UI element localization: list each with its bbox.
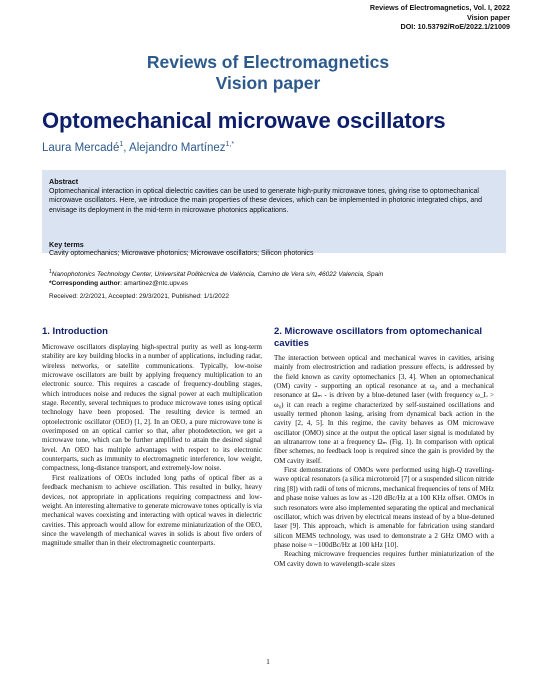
- banner-paper-type: Vision paper: [215, 73, 321, 93]
- author-affil-1: 1: [119, 141, 124, 148]
- right-column: [274, 354, 494, 569]
- publication-dates: Received: 2/2/2021, Accepted: 29/3/2021, Published: 1/1/2022: [49, 293, 229, 300]
- section-1-paragraph-1: Microwave oscillators displaying high-spectral purity as well as long-term stability are key building blocks in a number of applications, including radar, wireless networks, or satellite communications. Typically, low-noise microwave oscillators are built by applying frequency multiplication to an electronic source. This requires a cascade of frequency-doubling stages, which introduces noise and reduces the signal power at each multiplication stage. Recently, several techniques to produce microwave tones using optical technology have been proposed. The resulting device is termed an optoelectronic oscillator (OEO) [1, 2]. In an OEO, a pure microwave tone is overimposed on an optical carrier so that, after photodetection, we get a microwave tone, which can be further amplified to attain the desired signal level. An OEO has multiple advantages with respect to its electronic counterparts, such as immunity to electromagnetic interference, low weight, compactness, long-distance transport, and extremely-low noise.: [42, 343, 262, 473]
- corresponding-label: *Corresponding author: [49, 280, 121, 288]
- author-affil-2: 1,*: [225, 141, 235, 148]
- corresponding-email: : amartinez@ntc.upv.es: [120, 280, 189, 288]
- author-list: [42, 141, 234, 154]
- journal-banner: [0, 52, 536, 94]
- affiliation-block: [49, 268, 383, 288]
- section-2-paragraph-1: The interaction between optical and mechanical waves in cavities, arising mainly from electrostriction and radiation pressure effects, is addressed by the field known as cavity optomechanics [3, 4]. When an optomechanical (OM) cavity - supporting an optical resonance at ω₀ and a mechanical resonance at Ωₘ - is driven by a blue-detuned laser (with frequency ω_L > ω₀) it can reach a regime characterized by self-sustained oscillations and usually termed phonon lasing, arising from dynamical back action in the cavity [2, 4, 5]. In this regime, the cavity behaves as OM microwave oscillator (OMO) since at the output the optical laser signal is modulated by an ultranarrow tone at a frequency Ωₘ (Fig. 1). In comparison with optical fiber schemes, no feedback loop is required since the gain is provided by the OM cavity itself.: [274, 354, 494, 465]
- header-journal: Reviews of Electromagnetics, Vol. I, 2022: [369, 3, 510, 12]
- header-type: Vision paper: [466, 12, 510, 22]
- author-name-1: Laura Mercadé: [42, 141, 120, 154]
- abstract-heading: Abstract: [49, 177, 79, 186]
- banner-journal-name: Reviews of Electromagnetics: [146, 52, 390, 72]
- section-2-heading: 2. Microwave oscillators from optomechanical cavities: [274, 326, 483, 349]
- section-1-paragraph-2: First realizations of OEOs included long paths of optical fiber as a feedback mechanism to achieve oscillation. This resulted in bulky, heavy devices, not appropriate in applications requiring compactness and low-weight. An interesting alternative to generate microwave tones optically is via mechanical waves coexisting and interacting with optical waves in dielectric cavities. This approach would allow for extreme miniaturization of the OEO, since the wavelength of mechanical waves in solids is about five orders of magnitude smaller than in their electromagnetic counterparts.: [42, 473, 262, 548]
- section-2-paragraph-3: Reaching microwave frequencies requires further miniaturization of the OM cavity down to wavelength-scale sizes: [274, 550, 494, 568]
- affiliation-marker: 1: [49, 269, 52, 275]
- paper-title: Optomechanical microwave oscillators: [42, 108, 446, 133]
- running-header: [370, 3, 510, 32]
- affiliation-text: Nanophotonics Technology Center, Universitat Politècnica de València, Camino de Vera s/n, 46022 Valencia, Spain: [51, 271, 384, 279]
- page-number: 1: [266, 657, 270, 666]
- section-2-paragraph-2: First demonstrations of OMOs were performed using high-Q travelling-wave optical resonators (a silica microtoroid [7] or a suspended silicon nitride ring [8]) with radii of tens of microns, mechanical frequencies of tens of MHz and phase noise values as low as -120 dBc/Hz at a 100 KHz offset. OMOs in such resonators were also implemented separating the optical and mechanical oscillator, which was driven by electrical means instead of by a blue-detuned laser [9]. This approach, which is amenable for fabrication using standard silicon MEMS technology, was used to demonstrate a 2 GHz OMO with a phase noise ≈ −100dBc/Hz at 100 kHz [10].: [274, 466, 494, 549]
- keywords-text: Cavity optomechanics; Microwave photonics; Microwave oscillators; Silicon photonics: [49, 250, 314, 257]
- keywords-heading: Key terms: [49, 240, 84, 249]
- section-1-heading: 1. Introduction: [42, 326, 108, 337]
- header-doi: DOI: 10.53792/RoE/2022.1/21009: [400, 22, 510, 31]
- author-name-2: , Alejandro Martínez: [123, 141, 226, 154]
- abstract-text: Optomechanical interaction in optical dielectric cavities can be used to generate high-purity microwave tones, giving rise to optomechanical microwave oscillators. Here, we introduce the main properties of these devices, which can be implemented in photonic integrated chips, and envisage its deployment in the mid-term in microwave photonics applications.: [49, 188, 483, 214]
- left-column: [42, 343, 262, 549]
- keywords-block: [49, 240, 505, 259]
